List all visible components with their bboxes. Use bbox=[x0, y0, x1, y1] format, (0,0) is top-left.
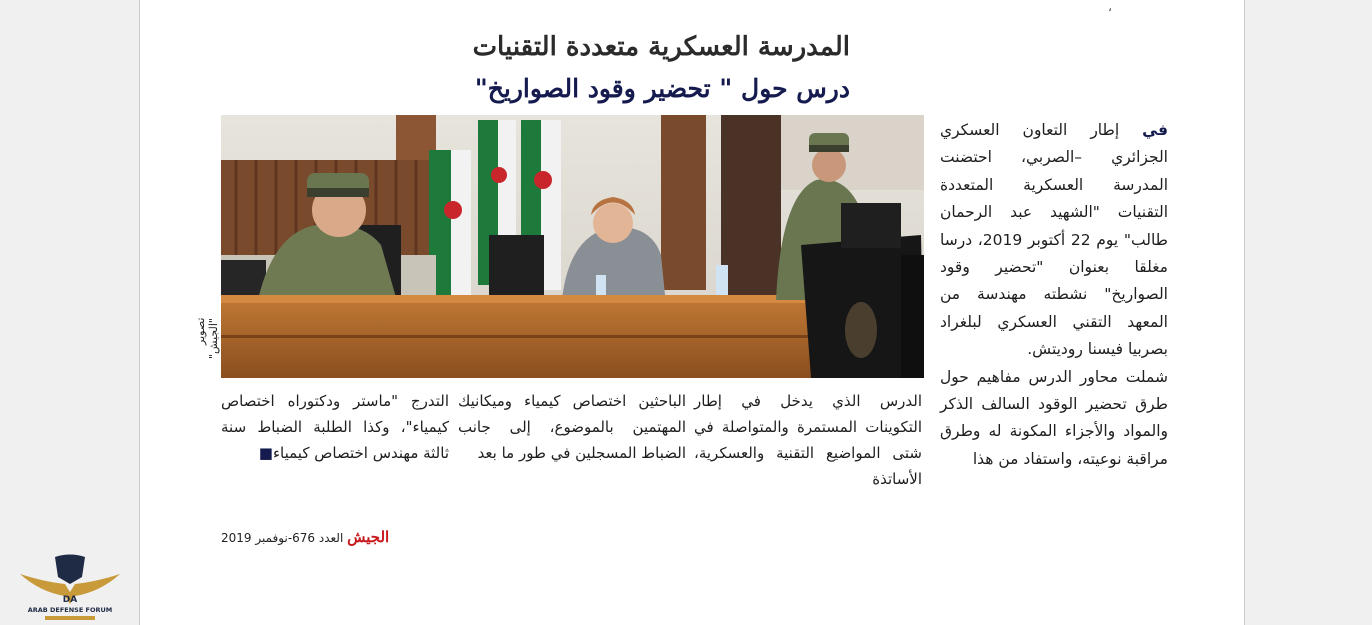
left-margin bbox=[0, 0, 139, 625]
paragraph-1-text: إطار التعاون العسكري الجزائري –الصربي، احتضنت المدرسة العسكرية المتعددة التقنيات "الشهيد عبد الرحمان طالب" يوم 22 أكتوبر 2019، درسا مغلقا بعنوان "تحضير وقود الصواريخ" نشطته مهندسة من المعهد التقني العسكري لبلغراد بصربيا فيسنا روديتش. bbox=[940, 121, 1169, 359]
lead-word: في bbox=[1142, 121, 1168, 139]
article-paragraph-2: شملت محاور الدرس مفاهيم حول طرق تحضير الوقود السالف الذكر والمواد والأجزاء المكونة له وطرق مراقبة نوعيته، واستفاد من هذا bbox=[940, 367, 1168, 468]
page-subtitle: درس حول " تحضير وقود الصواريخ" bbox=[474, 74, 850, 103]
end-of-article-mark: ■ bbox=[258, 444, 273, 462]
page-title: المدرسة العسكرية متعددة التقنيات bbox=[472, 32, 850, 62]
forum-initials: DA bbox=[62, 595, 78, 605]
article-column-1 bbox=[694, 388, 922, 492]
forum-watermark-logo bbox=[10, 552, 130, 622]
article-column-3 bbox=[221, 388, 449, 466]
column-2-text: الباحثين اختصاص كيمياء وميكانيك المهتمين بالموضوع، إلى جانب الضباط المسجلين في طور ما بعد bbox=[458, 392, 686, 462]
column-1-text: الدرس الذي يدخل في إطار التكوينات المستمرة والمتواصلة في شتى المواضيع التقنية والعسكرية، الأساتذة bbox=[694, 392, 922, 488]
article-column-right bbox=[940, 117, 1168, 473]
top-corner-mark: ، bbox=[1108, 0, 1112, 14]
article-paragraph-1 bbox=[940, 117, 1168, 364]
article-photo bbox=[221, 115, 924, 378]
magazine-name: الجيش bbox=[347, 528, 390, 546]
column-3-text: التدرج "ماستر ودكتوراه اختصاص كيمياء"، وكذا الطلبة الضباط سنة ثالثة مهندس اختصاص كيمياء bbox=[221, 392, 449, 462]
right-margin bbox=[1245, 0, 1372, 625]
forum-name: ARAB DEFENSE FORUM bbox=[27, 606, 113, 614]
article-column-2 bbox=[458, 388, 686, 466]
photo-credit: تصوير "الجيش" bbox=[194, 318, 220, 359]
issue-info: العدد 676-نوفمبر 2019 bbox=[221, 531, 344, 545]
column-3-paragraph bbox=[221, 388, 449, 466]
page-footer bbox=[221, 528, 389, 546]
